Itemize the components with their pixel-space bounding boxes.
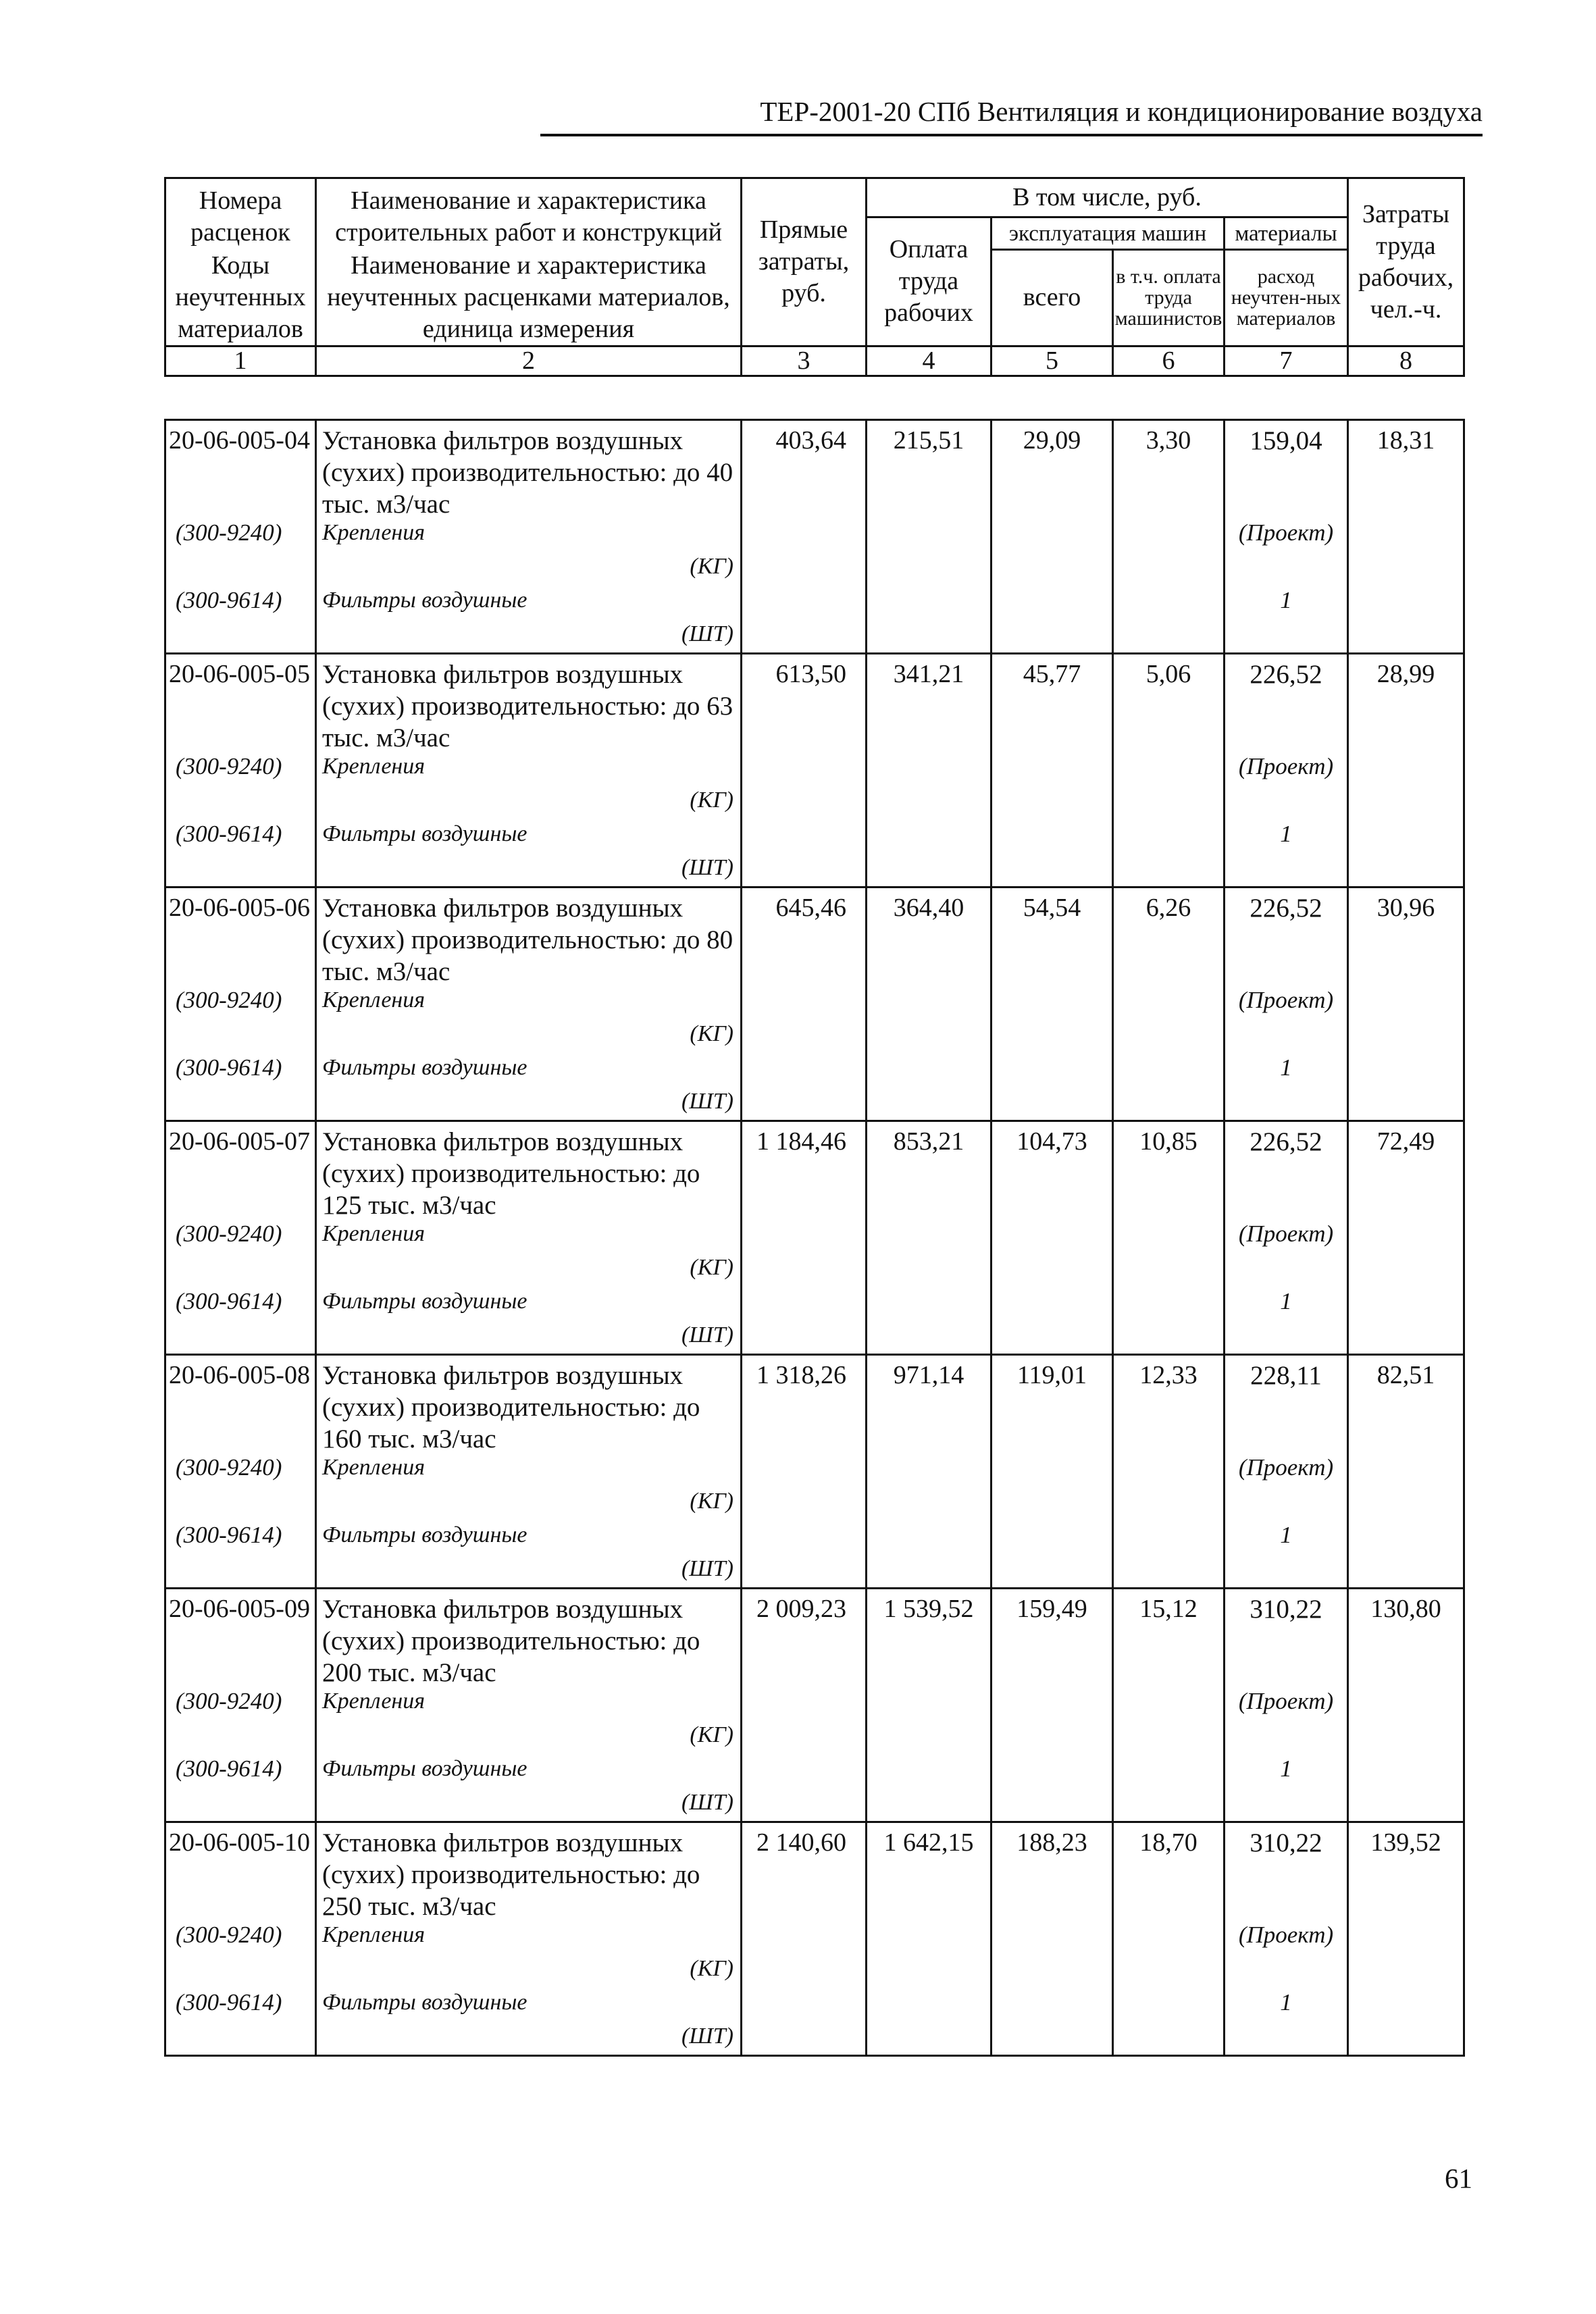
material-name: Фильтры воздушные [322, 1756, 527, 1781]
material-unit: (ШТ) [681, 1322, 733, 1347]
direct-costs: 1 184,46 [742, 1121, 867, 1355]
header-materials-group: материалы [1225, 217, 1348, 250]
material-code: (300-9614) [176, 821, 282, 847]
material-name: Крепления [322, 1922, 426, 1947]
material-unit: (ШТ) [681, 1790, 733, 1815]
direct-costs: 2 009,23 [742, 1589, 867, 1822]
worker-pay: 971,14 [867, 1355, 992, 1589]
material-name: Крепления [322, 1455, 426, 1480]
code-cell [165, 654, 316, 888]
materials-cell [1225, 420, 1348, 654]
labor-hours: 130,80 [1348, 1589, 1464, 1822]
material-unit: (ШТ) [681, 2024, 733, 2049]
table-header [164, 177, 1465, 377]
name-cell [316, 1355, 742, 1589]
table-row [165, 654, 1464, 888]
material-quantity: (Проект) [1238, 1922, 1334, 1948]
materials-cell [1225, 1589, 1348, 1822]
material-name: Фильтры воздушные [322, 1055, 527, 1080]
material-code: (300-9614) [176, 1054, 282, 1081]
material-code: (300-9614) [176, 1522, 282, 1548]
name-cell [316, 1589, 742, 1822]
code-cell [165, 1121, 316, 1355]
material-unit: (КГ) [690, 1722, 733, 1747]
direct-costs: 1 318,26 [742, 1355, 867, 1589]
material-entry [322, 1454, 740, 1522]
material-unit: (КГ) [690, 554, 733, 579]
code-cell [165, 1589, 316, 1822]
material-unit: (ШТ) [681, 1556, 733, 1581]
material-entry [322, 519, 740, 587]
materials-cost: 226,52 [1250, 660, 1322, 689]
rate-code: 20-06-005-10 [169, 1828, 310, 1857]
machines-total: 104,73 [992, 1121, 1113, 1355]
material-name: Фильтры воздушные [322, 588, 527, 613]
labor-hours: 82,51 [1348, 1355, 1464, 1589]
header-col-number: 7 [1225, 346, 1348, 376]
machinists-pay: 12,33 [1113, 1355, 1225, 1589]
table-row [165, 888, 1464, 1121]
name-cell [316, 1121, 742, 1355]
material-name: Крепления [322, 520, 426, 545]
material-quantity: 1 [1280, 587, 1292, 613]
material-entry [322, 1522, 740, 1583]
materials-cost: 310,22 [1250, 1595, 1322, 1624]
name-cell [316, 654, 742, 888]
labor-hours: 18,31 [1348, 420, 1464, 654]
material-unit: (ШТ) [681, 621, 733, 646]
header-material-codes: Коды неучтенных материалов [165, 250, 316, 346]
running-header: ТЕР-2001-20 СПб Вентиляция и кондиционирование воздуха [540, 93, 1483, 136]
worker-pay: 215,51 [867, 420, 992, 654]
materials-cell [1225, 888, 1348, 1121]
worker-pay: 853,21 [867, 1121, 992, 1355]
machinists-pay: 15,12 [1113, 1589, 1225, 1822]
materials-cell [1225, 1121, 1348, 1355]
work-name: Установка фильтров воздушных (сухих) производительностью: до 250 тыс. м3/час [322, 1828, 700, 1921]
material-entry [322, 1054, 740, 1115]
header-col-number: 8 [1348, 346, 1464, 376]
material-entry [322, 987, 740, 1054]
header-including-group: В том числе, руб. [867, 178, 1348, 217]
name-cell [316, 1822, 742, 2056]
work-name: Установка фильтров воздушных (сухих) производительностью: до 200 тыс. м3/час [322, 1595, 700, 1687]
rate-code: 20-06-005-08 [169, 1361, 310, 1389]
materials-cost: 226,52 [1250, 894, 1322, 923]
material-entry [322, 1989, 740, 2050]
name-cell [316, 888, 742, 1121]
rate-code: 20-06-005-09 [169, 1595, 310, 1623]
material-code: (300-9240) [176, 1220, 282, 1247]
material-entry [322, 1220, 740, 1288]
material-entry [322, 1922, 740, 1989]
header-machinists-pay: в т.ч. оплата труда машинистов [1113, 250, 1225, 346]
material-name: Крепления [322, 1689, 426, 1714]
materials-cell [1225, 1355, 1348, 1589]
machines-total: 159,49 [992, 1589, 1113, 1822]
header-material-names: Наименование и характеристика неучтенных расценками материалов, единица измерения [316, 250, 742, 346]
header-col-number: 3 [742, 346, 867, 376]
machines-total: 188,23 [992, 1822, 1113, 2056]
rate-code: 20-06-005-05 [169, 660, 310, 688]
direct-costs: 645,46 [742, 888, 867, 1121]
material-quantity: (Проект) [1238, 1220, 1334, 1247]
header-labor-hours: Затраты труда рабочих, чел.-ч. [1348, 178, 1464, 346]
materials-cell [1225, 1822, 1348, 2056]
material-quantity: 1 [1280, 1522, 1292, 1548]
material-name: Фильтры воздушные [322, 821, 527, 846]
machinists-pay: 18,70 [1113, 1822, 1225, 2056]
direct-costs: 2 140,60 [742, 1822, 867, 2056]
header-machines-group: эксплуатация машин [992, 217, 1225, 250]
machines-total: 54,54 [992, 888, 1113, 1121]
material-code: (300-9614) [176, 1755, 282, 1782]
material-entry [322, 1688, 740, 1755]
machinists-pay: 5,06 [1113, 654, 1225, 888]
name-cell [316, 420, 742, 654]
material-name: Крепления [322, 1221, 426, 1246]
rate-code: 20-06-005-06 [169, 894, 310, 922]
material-entry [322, 587, 740, 648]
materials-cost: 310,22 [1250, 1828, 1322, 1857]
table-row [165, 420, 1464, 654]
rate-code: 20-06-005-04 [169, 426, 310, 455]
material-unit: (ШТ) [681, 855, 733, 880]
material-quantity: 1 [1280, 1288, 1292, 1314]
material-name: Фильтры воздушные [322, 1990, 527, 2015]
rate-code: 20-06-005-07 [169, 1127, 310, 1156]
material-code: (300-9240) [176, 1454, 282, 1481]
labor-hours: 28,99 [1348, 654, 1464, 888]
rates-table [164, 419, 1465, 2057]
material-name: Крепления [322, 987, 426, 1012]
header-work-name: Наименование и характеристика строительных работ и конструкций [316, 178, 742, 250]
header-worker-pay: Оплата труда рабочих [867, 217, 992, 346]
material-unit: (КГ) [690, 1255, 733, 1280]
header-col-number: 4 [867, 346, 992, 376]
header-unaccounted-materials: расход неучтен-ных материалов [1225, 250, 1348, 346]
material-quantity: 1 [1280, 1755, 1292, 1782]
direct-costs: 613,50 [742, 654, 867, 888]
materials-cost: 226,52 [1250, 1127, 1322, 1156]
machinists-pay: 6,26 [1113, 888, 1225, 1121]
header-direct-costs: Прямые затраты, руб. [742, 178, 867, 346]
table-row [165, 1822, 1464, 2056]
material-unit: (КГ) [690, 1956, 733, 1981]
material-code: (300-9614) [176, 587, 282, 613]
table-row [165, 1589, 1464, 1822]
code-cell [165, 1822, 316, 2056]
labor-hours: 72,49 [1348, 1121, 1464, 1355]
worker-pay: 341,21 [867, 654, 992, 888]
material-code: (300-9240) [176, 1922, 282, 1948]
material-quantity: (Проект) [1238, 753, 1334, 779]
machines-total: 119,01 [992, 1355, 1113, 1589]
work-name: Установка фильтров воздушных (сухих) производительностью: до 80 тыс. м3/час [322, 894, 733, 986]
labor-hours: 139,52 [1348, 1822, 1464, 2056]
header-machines-total: всего [992, 250, 1113, 346]
material-name: Фильтры воздушные [322, 1289, 527, 1314]
work-name: Установка фильтров воздушных (сухих) производительностью: до 160 тыс. м3/час [322, 1361, 700, 1454]
worker-pay: 1 642,15 [867, 1822, 992, 2056]
machinists-pay: 3,30 [1113, 420, 1225, 654]
material-unit: (КГ) [690, 1489, 733, 1514]
direct-costs: 403,64 [742, 420, 867, 654]
material-entry [322, 821, 740, 881]
code-cell [165, 1355, 316, 1589]
materials-cost: 159,04 [1250, 426, 1322, 455]
materials-cell [1225, 654, 1348, 888]
work-name: Установка фильтров воздушных (сухих) производительностью: до 125 тыс. м3/час [322, 1127, 700, 1220]
table-row [165, 1355, 1464, 1589]
material-code: (300-9240) [176, 519, 282, 546]
material-quantity: 1 [1280, 1054, 1292, 1081]
material-unit: (ШТ) [681, 1089, 733, 1114]
worker-pay: 1 539,52 [867, 1589, 992, 1822]
machines-total: 45,77 [992, 654, 1113, 888]
material-unit: (КГ) [690, 1021, 733, 1046]
material-code: (300-9614) [176, 1288, 282, 1314]
worker-pay: 364,40 [867, 888, 992, 1121]
material-entry [322, 753, 740, 821]
header-col-number: 5 [992, 346, 1113, 376]
table-row [165, 1121, 1464, 1355]
material-quantity: 1 [1280, 1989, 1292, 2015]
header-col-number: 2 [316, 346, 742, 376]
material-code: (300-9240) [176, 753, 282, 779]
work-name: Установка фильтров воздушных (сухих) производительностью: до 63 тыс. м3/час [322, 660, 733, 752]
labor-hours: 30,96 [1348, 888, 1464, 1121]
material-quantity: (Проект) [1238, 519, 1334, 546]
material-entry [322, 1755, 740, 1816]
material-code: (300-9240) [176, 1688, 282, 1714]
machinists-pay: 10,85 [1113, 1121, 1225, 1355]
material-code: (300-9614) [176, 1989, 282, 2015]
page-number: 61 [1445, 2163, 1472, 2194]
material-quantity: (Проект) [1238, 987, 1334, 1013]
code-cell [165, 420, 316, 654]
materials-cost: 228,11 [1250, 1361, 1322, 1390]
machines-total: 29,09 [992, 420, 1113, 654]
material-name: Крепления [322, 754, 426, 779]
material-name: Фильтры воздушные [322, 1522, 527, 1547]
material-quantity: 1 [1280, 821, 1292, 847]
material-quantity: (Проект) [1238, 1688, 1334, 1714]
header-col-number: 6 [1113, 346, 1225, 376]
header-col-number: 1 [165, 346, 316, 376]
work-name: Установка фильтров воздушных (сухих) производительностью: до 40 тыс. м3/час [322, 426, 733, 519]
material-entry [322, 1288, 740, 1349]
material-quantity: (Проект) [1238, 1454, 1334, 1481]
material-unit: (КГ) [690, 788, 733, 813]
material-code: (300-9240) [176, 987, 282, 1013]
code-cell [165, 888, 316, 1121]
header-rate-numbers: Номера расценок [165, 178, 316, 250]
